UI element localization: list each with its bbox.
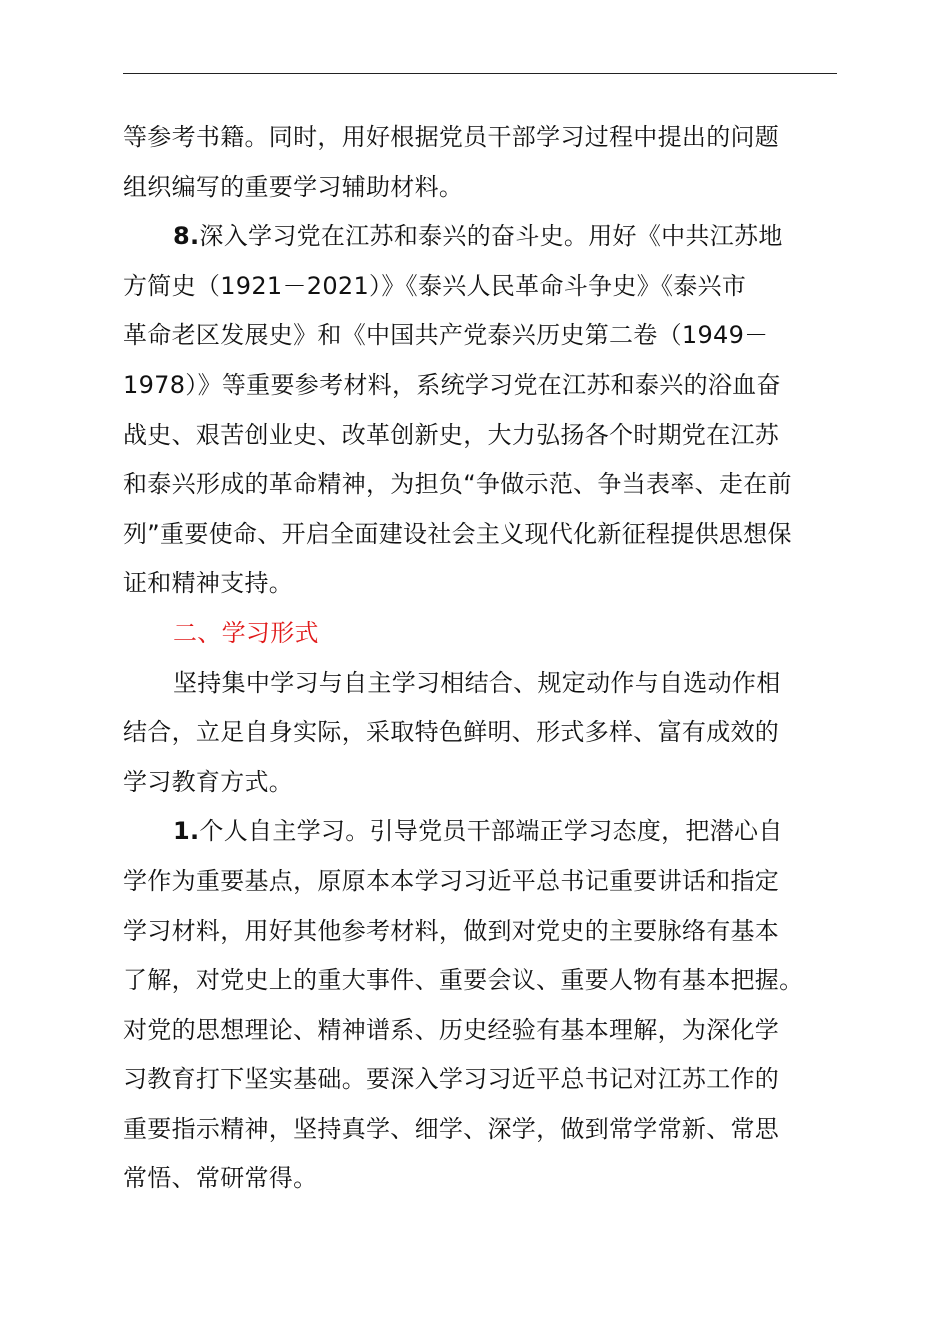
section-heading: 二、学习形式 xyxy=(173,618,319,647)
item-number: 8. xyxy=(173,222,200,251)
paragraph-line: 常悟、常研常得。 xyxy=(123,1164,318,1193)
paragraph-line: 了解，对党史上的重大事件、重要会议、重要人物有基本把握。 xyxy=(123,966,804,995)
paragraph-line: 对党的思想理论、精神谱系、历史经验有基本理解，为深化学 xyxy=(123,1015,780,1044)
paragraph-line: 结合，立足自身实际，采取特色鲜明、形式多样、富有成效的 xyxy=(123,718,780,747)
paragraph-line: 坚持集中学习与自主学习相结合、规定动作与自选动作相 xyxy=(173,668,781,697)
paragraph-line: 列”重要使命、开启全面建设社会主义现代化新征程提供思想保 xyxy=(123,519,792,548)
paragraph-line: 学习材料，用好其他参考材料，做到对党史的主要脉络有基本 xyxy=(123,916,780,945)
paragraph-line: 战史、艰苦创业史、改革创新史，大力弘扬各个时期党在江苏 xyxy=(123,420,780,449)
paragraph-line: 等参考书籍。同时，用好根据党员干部学习过程中提出的问题 xyxy=(123,123,780,151)
item-1-line xyxy=(123,807,839,857)
paragraph-line: 和泰兴形成的革命精神，为担负“争做示范、争当表率、走在前 xyxy=(123,470,792,499)
item-number: 1. xyxy=(173,817,200,846)
paragraph-line: 习教育打下坚实基础。要深入学习习近平总书记对江苏工作的 xyxy=(123,1065,780,1094)
item-text: 个人自主学习。引导党员干部端正学习态度，把潜心自 xyxy=(199,817,783,846)
item-text: 深入学习党在江苏和泰兴的奋斗史。用好《中共江苏地 xyxy=(199,222,783,251)
document-body xyxy=(123,113,839,1204)
header-rule xyxy=(123,73,837,74)
paragraph-line: 方简史（1921－2021）》《泰兴人民革命斗争史》《泰兴市 xyxy=(123,271,747,300)
paragraph-line: 证和精神支持。 xyxy=(123,569,294,598)
item-8-line xyxy=(123,212,839,262)
paragraph-line: 学习教育方式。 xyxy=(123,767,294,796)
paragraph-line: 学作为重要基点，原原本本学习习近平总书记重要讲话和指定 xyxy=(123,866,780,895)
paragraph-line: 组织编写的重要学习辅助材料。 xyxy=(123,172,464,201)
paragraph-line: 重要指示精神，坚持真学、细学、深学，做到常学常新、常思 xyxy=(123,1114,780,1143)
paragraph-line: 1978）》等重要参考材料，系统学习党在江苏和泰兴的浴血奋 xyxy=(123,370,781,399)
paragraph-line: 革命老区发展史》和《中国共产党泰兴历史第二卷（1949－ xyxy=(123,321,769,350)
